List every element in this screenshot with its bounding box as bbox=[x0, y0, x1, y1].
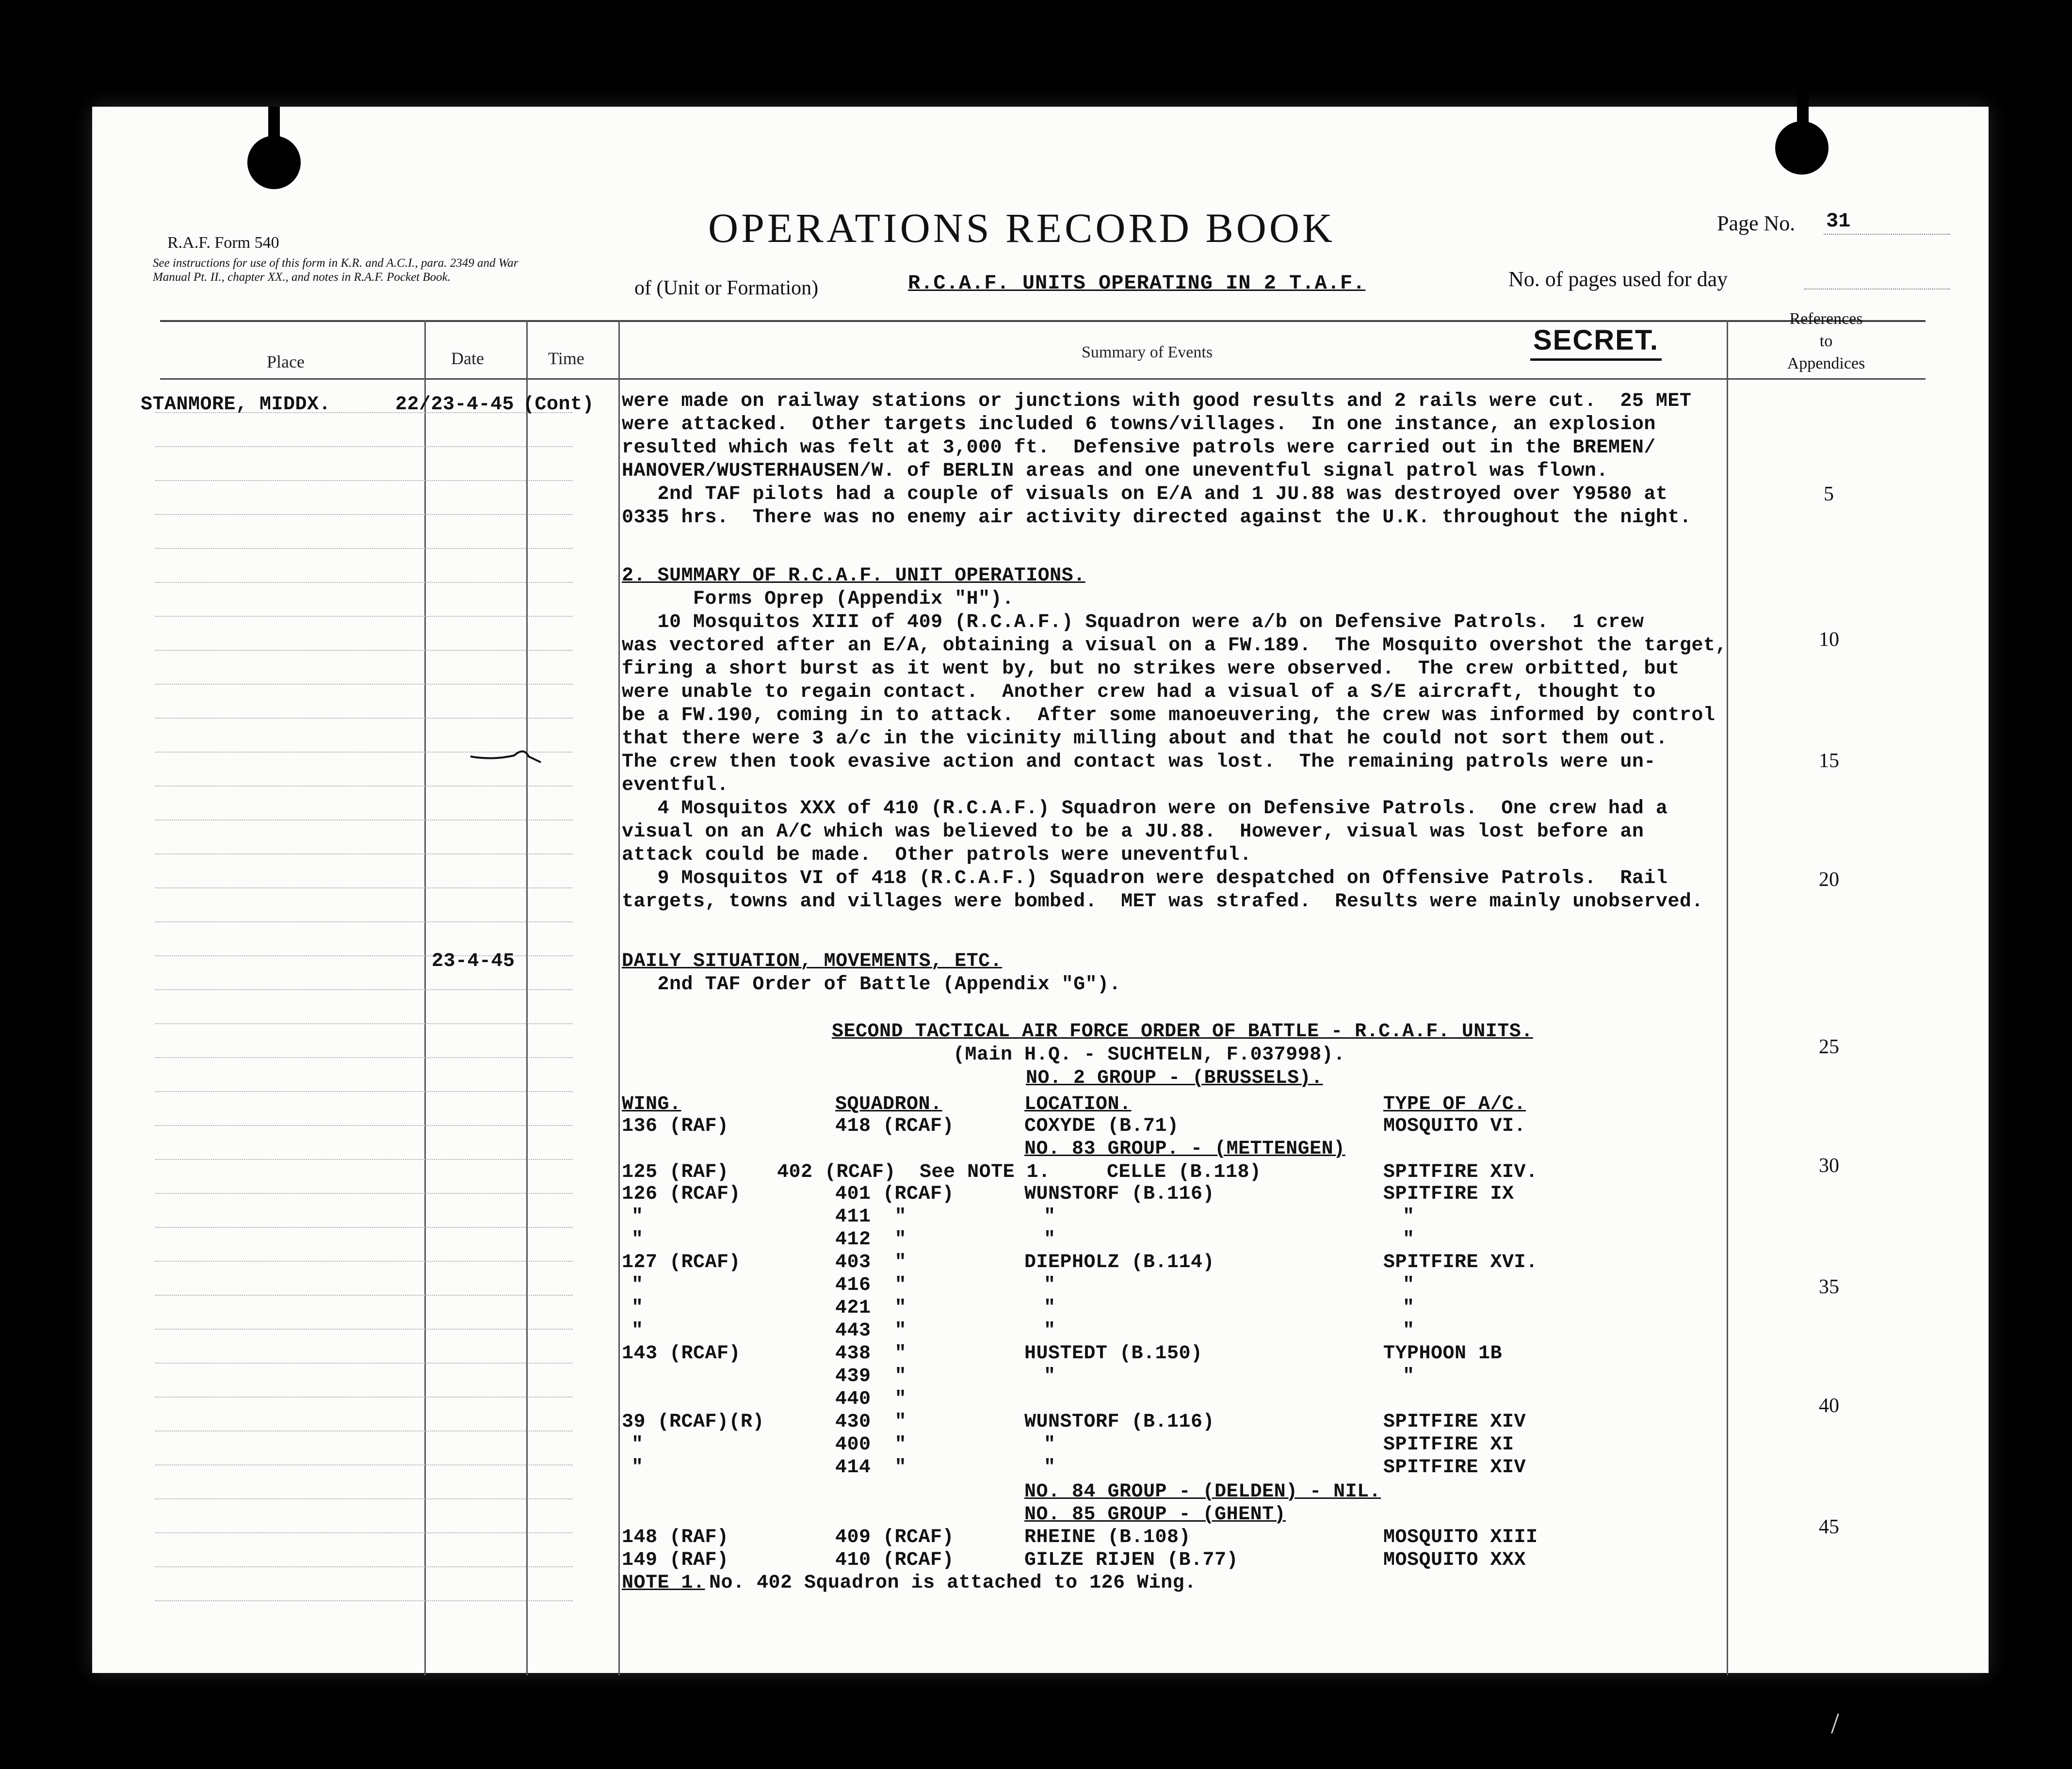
oob-squadron: 418 (RCAF) bbox=[835, 1115, 955, 1137]
oob-aircraft-type: " bbox=[1403, 1274, 1415, 1296]
oob-squadron: 410 (RCAF) bbox=[835, 1549, 955, 1571]
section-heading-daily-situation: DAILY SITUATION, MOVEMENTS, ETC. bbox=[622, 950, 1003, 972]
oob-aircraft-type: " bbox=[1403, 1297, 1415, 1319]
oob-squadron: 401 (RCAF) bbox=[835, 1183, 955, 1205]
oob-wing: 125 (RAF) bbox=[622, 1161, 729, 1183]
appendix-ref: 5 bbox=[1824, 483, 1834, 505]
oob-location: " bbox=[1044, 1320, 1056, 1342]
col-header-time: Time bbox=[548, 349, 584, 368]
binder-hole-left bbox=[247, 136, 301, 189]
summary-line: 4 Mosquitos XXX of 410 (R.C.A.F.) Squadron were on Defensive Patrols. One crew had a bbox=[622, 798, 1668, 820]
col-header-references-line2: to bbox=[1819, 332, 1833, 350]
summary-line: HANOVER/WUSTERHAUSEN/W. of BERLIN areas and one uneventful signal patrol was flown. bbox=[622, 460, 1608, 482]
oob-location: HUSTEDT (B.150) bbox=[1024, 1343, 1203, 1365]
appendix-ref: 40 bbox=[1819, 1395, 1839, 1417]
appendix-ref: 30 bbox=[1819, 1155, 1839, 1177]
summary-line: eventful. bbox=[622, 774, 729, 796]
col-header-references-line3: Appendices bbox=[1787, 354, 1865, 372]
oob-aircraft-type: MOSQUITO VI. bbox=[1383, 1115, 1526, 1137]
oob-aircraft-type: " bbox=[1403, 1366, 1415, 1387]
oob-location: RHEINE (B.108) bbox=[1024, 1527, 1191, 1548]
oob-location: WUNSTORF (B.116) bbox=[1024, 1411, 1215, 1433]
oob-location: " bbox=[1044, 1297, 1056, 1319]
summary-line: were attacked. Other targets included 6 towns/villages. In one instance, an explosion bbox=[622, 414, 1656, 435]
record-sheet bbox=[92, 107, 1989, 1673]
form-instructions: See instructions for use of this form in K.R. and A.C.I., para. 2349 and War Manual Pt. II., chapter XX., and notes in R.A.F. Pocket Book. bbox=[153, 257, 518, 284]
appendix-ref: 10 bbox=[1819, 628, 1839, 651]
oob-squadron: 409 (RCAF) bbox=[835, 1527, 955, 1548]
oob-wing: 149 (RAF) bbox=[622, 1549, 729, 1571]
oob-col-location: LOCATION. bbox=[1024, 1094, 1132, 1115]
oob-aircraft-type: SPITFIRE XIV bbox=[1383, 1457, 1526, 1479]
oob-wing: 126 (RCAF) bbox=[622, 1183, 741, 1205]
col-header-date: Date bbox=[451, 349, 484, 368]
oob-squadron: 439 " bbox=[835, 1366, 907, 1387]
group-heading-85: NO. 85 GROUP - (GHENT) bbox=[1024, 1504, 1286, 1526]
secret-stamp: SECRET. bbox=[1530, 324, 1662, 361]
oob-aircraft-type: " bbox=[1403, 1320, 1415, 1342]
page-number-value: 31 bbox=[1826, 209, 1851, 233]
oob-wing: 143 (RCAF) bbox=[622, 1343, 741, 1365]
oob-location: " bbox=[1044, 1434, 1056, 1456]
oob-location: GILZE RIJEN (B.77) bbox=[1024, 1549, 1239, 1571]
summary-line: were made on railway stations or junctions with good results and 2 rails were cut. 25 MET bbox=[622, 390, 1692, 412]
unit-label: of (Unit or Formation) bbox=[634, 277, 819, 299]
oob-wing: " bbox=[631, 1434, 644, 1456]
summary-line: resulted which was felt at 3,000 ft. Defensive patrols were carried out in the BREMEN/ bbox=[622, 437, 1656, 459]
col-divider-summary bbox=[1727, 320, 1728, 1675]
oob-aircraft-type: TYPHOON 1B bbox=[1383, 1343, 1503, 1365]
pages-used-label: No. of pages used for day bbox=[1508, 267, 1728, 291]
unit-value: R.C.A.F. UNITS OPERATING IN 2 T.A.F. bbox=[908, 272, 1366, 295]
entry-place: STANMORE, MIDDX. bbox=[141, 394, 331, 416]
summary-line: 2nd TAF Order of Battle (Appendix "G"). bbox=[622, 974, 1121, 996]
summary-line: be a FW.190, coming in to attack. After some manoeuvering, the crew was informed by control bbox=[622, 705, 1716, 726]
oob-aircraft-type: MOSQUITO XXX bbox=[1383, 1549, 1526, 1571]
oob-squadron: 440 " bbox=[835, 1388, 907, 1410]
oob-col-wing: WING. bbox=[622, 1094, 681, 1115]
summary-line: The crew then took evasive action and contact was lost. The remaining patrols were un- bbox=[622, 751, 1656, 773]
oob-location: " bbox=[1044, 1229, 1056, 1251]
oob-location: " bbox=[1044, 1206, 1056, 1228]
appendix-ref: 20 bbox=[1819, 868, 1839, 891]
oob-wing: " bbox=[631, 1274, 644, 1296]
oob-wing: 127 (RCAF) bbox=[622, 1252, 741, 1273]
summary-line: 10 Mosquitos XIII of 409 (R.C.A.F.) Squadron were a/b on Defensive Patrols. 1 crew bbox=[622, 611, 1644, 633]
oob-squadron: 430 " bbox=[835, 1411, 907, 1433]
summary-line: that there were 3 a/c in the vicinity milling about and that he could not sort them out. bbox=[622, 728, 1668, 750]
oob-squadron: 443 " bbox=[835, 1320, 907, 1342]
oob-hq: (Main H.Q. - SUCHTELN, F.037998). bbox=[953, 1044, 1345, 1066]
group-heading-2: NO. 2 GROUP - (BRUSSELS). bbox=[1026, 1067, 1323, 1089]
col-header-references-line1: References bbox=[1789, 310, 1863, 328]
oob-location: CELLE (B.118) bbox=[1107, 1161, 1262, 1183]
oob-aircraft-type: SPITFIRE XIV. bbox=[1383, 1161, 1538, 1183]
group-heading-83: NO. 83 GROUP. - (METTENGEN) bbox=[1024, 1138, 1345, 1160]
summary-line: targets, towns and villages were bombed. MET was strafed. Results were mainly unobserved. bbox=[622, 891, 1703, 913]
oob-wing: " bbox=[631, 1297, 644, 1319]
section-heading-unit-operations: 2. SUMMARY OF R.C.A.F. UNIT OPERATIONS. bbox=[622, 565, 1085, 587]
oob-squadron: 421 " bbox=[835, 1297, 907, 1319]
page-number-label: Page No. bbox=[1717, 211, 1796, 235]
summary-line: 9 Mosquitos VI of 418 (R.C.A.F.) Squadron were despatched on Offensive Patrols. Rail bbox=[622, 868, 1668, 889]
note-label: NOTE 1. bbox=[622, 1572, 705, 1594]
oob-wing: " bbox=[631, 1320, 644, 1342]
handwritten-tick bbox=[468, 742, 546, 766]
corner-pencil-mark: / bbox=[1831, 1707, 1839, 1739]
oob-aircraft-type: SPITFIRE XI bbox=[1383, 1434, 1514, 1456]
group-heading-84: NO. 84 GROUP - (DELDEN) - NIL. bbox=[1024, 1481, 1381, 1503]
oob-aircraft-type: SPITFIRE XVI. bbox=[1383, 1252, 1538, 1273]
oob-wing: " bbox=[631, 1457, 644, 1479]
col-header-references bbox=[1736, 308, 1916, 375]
oob-col-type: TYPE OF A/C. bbox=[1383, 1094, 1526, 1115]
col-divider-time bbox=[618, 320, 620, 1675]
summary-line: 2nd TAF pilots had a couple of visuals on E/A and 1 JU.88 was destroyed over Y9580 at bbox=[622, 483, 1668, 505]
oob-wing: " bbox=[631, 1229, 644, 1251]
oob-title: SECOND TACTICAL AIR FORCE ORDER OF BATTLE - R.C.A.F. UNITS. bbox=[832, 1021, 1533, 1043]
summary-line: were unable to regain contact. Another crew had a visual of a S/E aircraft, thought to bbox=[622, 681, 1656, 703]
oob-aircraft-type: SPITFIRE IX bbox=[1383, 1183, 1514, 1205]
oob-location: DIEPHOLZ (B.114) bbox=[1024, 1252, 1215, 1273]
entry-date-1: 22/23-4-45 bbox=[395, 394, 515, 416]
oob-location: WUNSTORF (B.116) bbox=[1024, 1183, 1215, 1205]
page-number-dots bbox=[1824, 234, 1950, 235]
oob-wing: 136 (RAF) bbox=[622, 1115, 729, 1137]
oob-location: " bbox=[1044, 1366, 1056, 1387]
oob-squadron: 438 " bbox=[835, 1343, 907, 1365]
appendix-ref: 35 bbox=[1819, 1276, 1839, 1298]
oob-squadron: 402 (RCAF) See NOTE 1. bbox=[777, 1161, 1051, 1183]
entry-time-1: (Cont) bbox=[523, 394, 595, 416]
appendix-ref: 45 bbox=[1819, 1516, 1839, 1538]
oob-squadron: 414 " bbox=[835, 1457, 907, 1479]
ledger-ruling bbox=[155, 378, 572, 1663]
oob-aircraft-type: " bbox=[1403, 1229, 1415, 1251]
oob-squadron: 403 " bbox=[835, 1252, 907, 1273]
oob-squadron: 411 " bbox=[835, 1206, 907, 1228]
summary-line: was vectored after an E/A, obtaining a visual on a FW.189. The Mosquito overshot the target, bbox=[622, 635, 1727, 657]
summary-line: firing a short burst as it went by, but no strikes were observed. The crew orbitted, but bbox=[622, 658, 1680, 680]
col-header-summary: Summary of Events bbox=[1082, 343, 1213, 361]
note-text: No. 402 Squadron is attached to 126 Wing. bbox=[709, 1572, 1197, 1594]
binder-hole-right bbox=[1775, 121, 1829, 175]
summary-line: visual on an A/C which was believed to be a JU.88. However, visual was lost before an bbox=[622, 821, 1644, 843]
oob-location: " bbox=[1044, 1457, 1056, 1479]
summary-line: attack could be made. Other patrols were uneventful. bbox=[622, 844, 1252, 866]
oob-aircraft-type: SPITFIRE XIV bbox=[1383, 1411, 1526, 1433]
oob-wing: 148 (RAF) bbox=[622, 1527, 729, 1548]
summary-line: 0335 hrs. There was no enemy air activity directed against the U.K. throughout the night. bbox=[622, 507, 1692, 529]
oob-wing: " bbox=[631, 1206, 644, 1228]
form-name: R.A.F. Form 540 bbox=[167, 234, 279, 252]
oob-squadron: 416 " bbox=[835, 1274, 907, 1296]
appendix-ref: 15 bbox=[1819, 750, 1839, 772]
oob-location: " bbox=[1044, 1274, 1056, 1296]
oob-aircraft-type: " bbox=[1403, 1206, 1415, 1228]
entry-date-2: 23-4-45 bbox=[432, 950, 515, 972]
oob-col-squadron: SQUADRON. bbox=[835, 1094, 942, 1115]
page-title: OPERATIONS RECORD BOOK bbox=[708, 205, 1336, 251]
oob-location: COXYDE (B.71) bbox=[1024, 1115, 1179, 1137]
appendix-ref: 25 bbox=[1819, 1036, 1839, 1058]
oob-wing: 39 (RCAF)(R) bbox=[622, 1411, 765, 1433]
col-header-place: Place bbox=[267, 352, 305, 371]
oob-squadron: 400 " bbox=[835, 1434, 907, 1456]
summary-line: Forms Oprep (Appendix "H"). bbox=[622, 588, 1014, 610]
oob-squadron: 412 " bbox=[835, 1229, 907, 1251]
oob-aircraft-type: MOSQUITO XIII bbox=[1383, 1527, 1538, 1548]
